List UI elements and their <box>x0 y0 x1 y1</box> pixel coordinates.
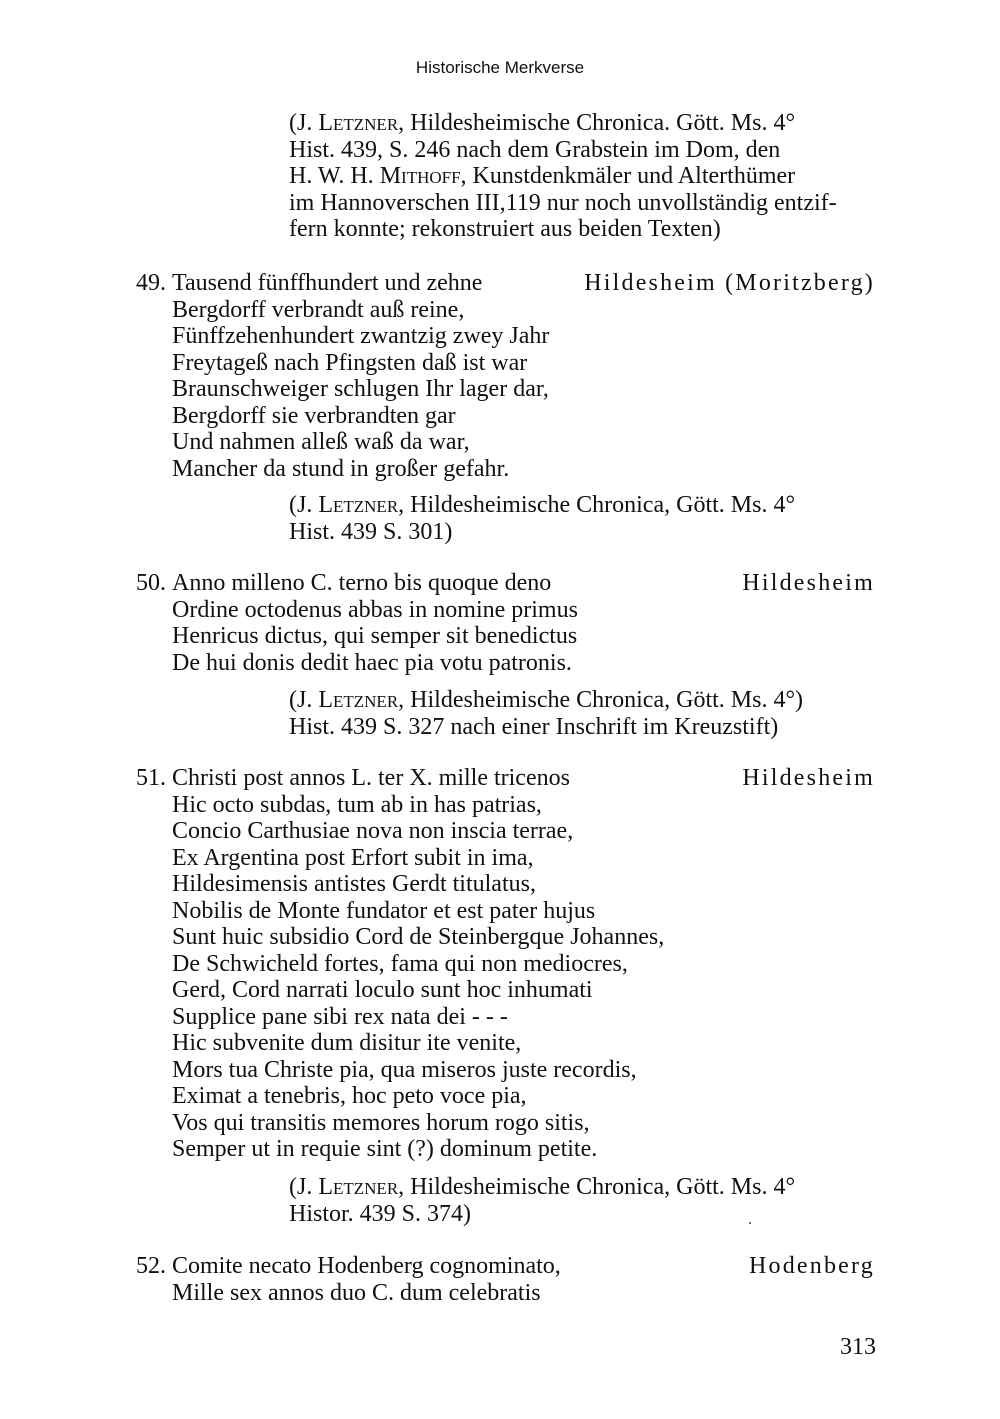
citation-text: , Kunstdenkmäler und Alterthümer <box>460 163 796 189</box>
verse-line: Hic subvenite dum disitur ite venite, <box>172 1030 522 1056</box>
verse-line: Mille sex annos duo C. dum celebratis <box>172 1279 541 1306</box>
running-head: Historische Merkverse <box>415 58 585 77</box>
intro-source-citation <box>289 110 889 243</box>
verse-line: Freytageß nach Pfingsten daß ist war <box>172 349 528 376</box>
citation-line: im Hannoverschen III,119 nur noch unvollständig entzif- <box>289 189 837 216</box>
entry-number: 51. <box>136 765 166 791</box>
verse-line: Hic octo subdas, tum ab in has patrias, <box>172 791 542 818</box>
verse-line: Sunt huic subsidio Cord de Steinbergque Johannes, <box>172 924 665 950</box>
citation-text: H. W. H. <box>289 163 380 189</box>
citation-open: (J. <box>289 1174 319 1200</box>
verse-line: Anno milleno C. terno bis quoque deno <box>172 570 552 596</box>
entry-49-source <box>289 492 889 545</box>
print-speck <box>749 1222 751 1224</box>
entry-50-source <box>289 687 889 740</box>
citation-text: , Hildesheimische Chronica, Gött. Ms. 4° <box>398 492 796 518</box>
verse-line: Tausend fünffhundert und zehne <box>172 270 483 296</box>
verse-line: Fünffzehenhundert zwantzig zwey Jahr <box>172 323 550 349</box>
verse-line: Bergdorff verbrandt auß reine, <box>172 296 465 323</box>
verse-line: Semper ut in requie sint (?) dominum petite. <box>172 1136 598 1162</box>
citation-line <box>289 110 889 137</box>
citation-open: (J. <box>289 687 319 713</box>
verse-line: Und nahmen alleß waß da war, <box>172 429 470 455</box>
verse-line: Ex Argentina post Erfort subit in ima, <box>172 844 534 871</box>
verse-line: Supplice pane sibi rex nata dei - - - <box>172 1003 508 1030</box>
citation-text: , Hildesheimische Chronica, Gött. Ms. 4° <box>398 1174 796 1200</box>
entry-place: Hildesheim <box>742 570 875 596</box>
citation-line: Hist. 439 S. 327 nach einer Inschrift im Kreuzstift) <box>289 713 779 740</box>
citation-author: Letzner <box>318 687 399 713</box>
citation-text: , Hildesheimische Chronica. Gött. Ms. 4° <box>398 110 796 136</box>
citation-author: Letzner <box>318 492 399 518</box>
page-number: 313 <box>840 1334 876 1360</box>
verse-lines <box>172 570 732 676</box>
citation-line <box>289 687 889 714</box>
entry-number: 52. <box>136 1253 166 1279</box>
verse-line: Comite necato Hodenberg cognominato, <box>172 1253 561 1279</box>
verse-line: Hildesimensis antistes Gerdt titulatus, <box>172 871 536 897</box>
verse-line: Mancher da stund in großer gefahr. <box>172 455 510 482</box>
citation-line: Hist. 439, S. 246 nach dem Grabstein im Dom, den <box>289 136 781 163</box>
citation-line: Histor. 439 S. 374) <box>289 1200 472 1227</box>
entry-place: Hildesheim (Moritzberg) <box>584 270 875 296</box>
verse-line: Bergdorff sie verbrandten gar <box>172 402 456 429</box>
verse-line: De Schwicheld fortes, fama qui non mediocres, <box>172 950 628 977</box>
citation-line <box>289 492 889 519</box>
citation-line <box>289 163 889 190</box>
entry-number: 49. <box>136 270 166 296</box>
citation-line: Hist. 439 S. 301) <box>289 518 453 545</box>
verse-line: Mors tua Christe pia, qua miseros juste recordis, <box>172 1056 637 1083</box>
verse-lines <box>172 765 732 1163</box>
verse-line: Eximat a tenebris, hoc peto voce pia, <box>172 1083 527 1109</box>
entry-place: Hildesheim <box>742 765 875 791</box>
citation-line <box>289 1174 889 1201</box>
entry-place: Hodenberg <box>749 1253 875 1279</box>
verse-line: Ordine octodenus abbas in nomine primus <box>172 596 578 623</box>
entry-51-source <box>289 1174 889 1227</box>
verse-line: Christi post annos L. ter X. mille tricenos <box>172 765 570 791</box>
verse-line: Gerd, Cord narrati loculo sunt hoc inhumati <box>172 977 593 1003</box>
citation-author: Mithoff <box>379 163 461 189</box>
verse-line: Braunschweiger schlugen Ihr lager dar, <box>172 376 549 402</box>
verse-lines <box>172 270 732 482</box>
citation-author: Letzner <box>318 1174 399 1200</box>
citation-open: (J. <box>289 492 319 518</box>
citation-open: (J. <box>289 110 319 136</box>
citation-line: fern konnte; rekonstruiert aus beiden Texten) <box>289 216 721 242</box>
entry-number: 50. <box>136 570 166 596</box>
citation-text: , Hildesheimische Chronica, Gött. Ms. 4°) <box>398 687 804 713</box>
verse-line: Nobilis de Monte fundator et est pater hujus <box>172 897 596 924</box>
verse-line: Henricus dictus, qui semper sit benedictus <box>172 623 578 649</box>
verse-line: Concio Carthusiae nova non inscia terrae, <box>172 818 574 844</box>
verse-line: De hui donis dedit haec pia votu patronis. <box>172 649 572 676</box>
verse-lines <box>172 1253 732 1306</box>
citation-author: Letzner <box>318 110 399 136</box>
verse-line: Vos qui transitis memores horum rogo sitis, <box>172 1109 590 1136</box>
